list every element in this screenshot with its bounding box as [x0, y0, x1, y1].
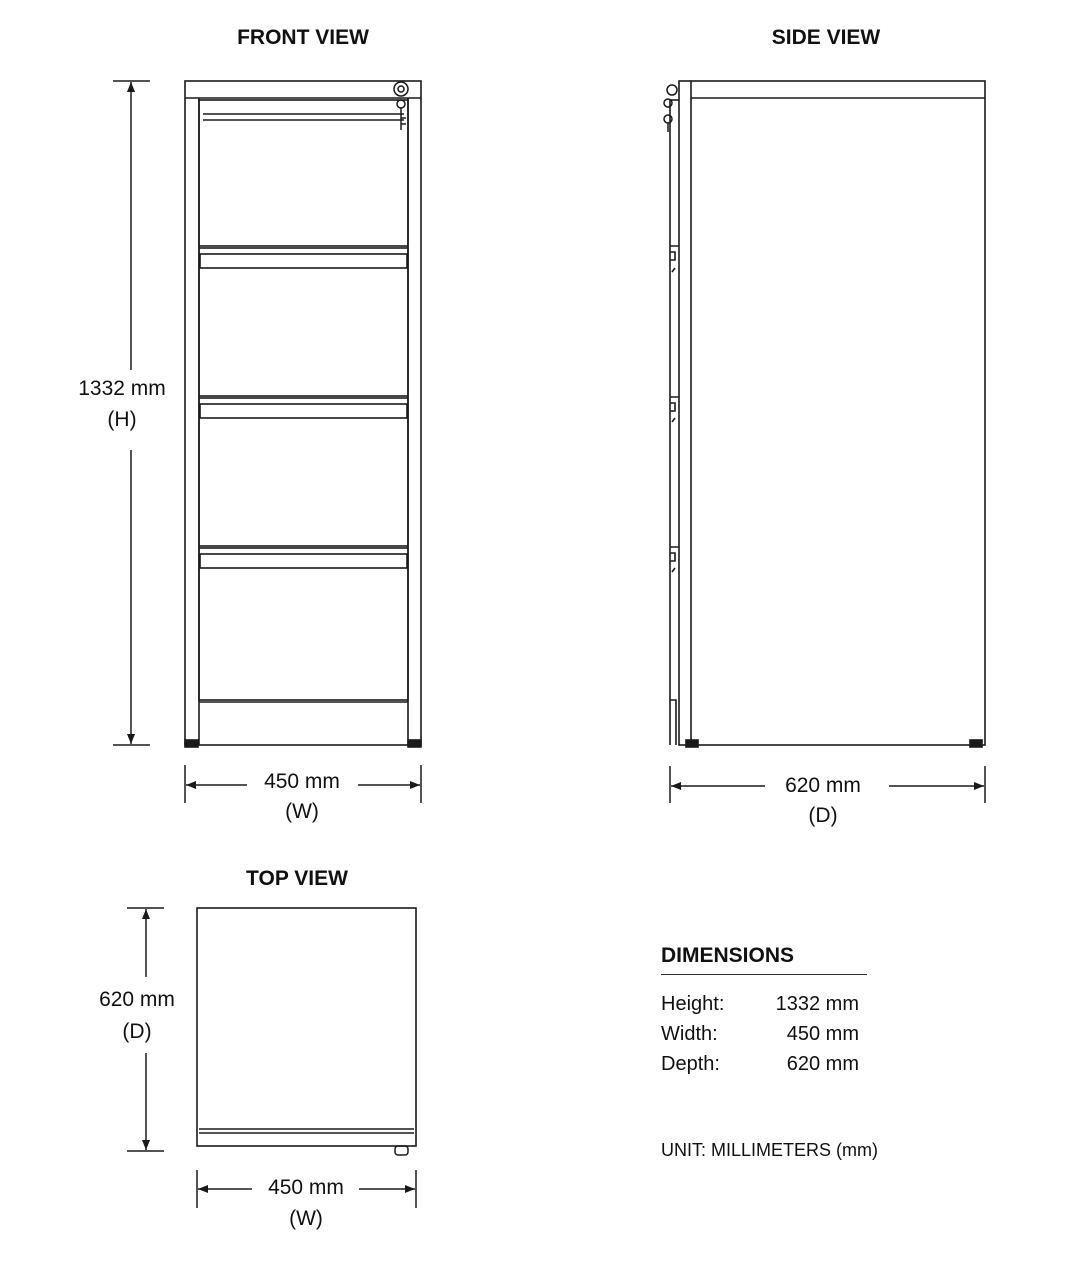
- dimension-value: 620 mm: [786, 1053, 859, 1075]
- top-view: [99, 867, 416, 1230]
- front-foot-left: [185, 740, 198, 747]
- key-icon: [397, 100, 406, 130]
- dimension-label: Depth:: [661, 1053, 720, 1075]
- dimension-row-width: [661, 1019, 859, 1049]
- top-cabinet: [197, 908, 416, 1146]
- top-depth-label: 620 mm: [99, 988, 175, 1011]
- front-cabinet-body: [185, 81, 421, 745]
- front-height-sub: (H): [107, 408, 137, 431]
- lock-icon: [667, 85, 677, 95]
- side-depth-sub: (D): [808, 804, 838, 827]
- dimensions-title: DIMENSIONS: [661, 944, 867, 975]
- top-depth-sub: (D): [122, 1020, 152, 1043]
- side-cabinet-body: [679, 81, 985, 745]
- front-height-label: 1332 mm: [78, 377, 166, 400]
- top-width-sub: (W): [289, 1207, 323, 1230]
- dimension-row-depth: [661, 1049, 859, 1079]
- dimensions-list: [661, 989, 921, 1079]
- dimension-value: 1332 mm: [775, 993, 859, 1015]
- top-view-title: TOP VIEW: [246, 867, 348, 890]
- dimension-label: Height:: [661, 993, 725, 1015]
- front-view-title: FRONT VIEW: [237, 26, 369, 49]
- side-cabinet: [670, 81, 985, 747]
- front-view: [78, 26, 421, 823]
- front-width-sub: (W): [285, 800, 319, 823]
- unit-note: UNIT: MILLIMETERS (mm): [661, 1140, 879, 1160]
- dimension-value: 450 mm: [786, 1023, 859, 1045]
- front-width-label: 450 mm: [264, 770, 340, 793]
- side-foot-back: [970, 740, 982, 747]
- drawer-1: [199, 100, 408, 246]
- dimensions-panel: [661, 944, 921, 1079]
- front-foot-right: [408, 740, 421, 747]
- side-foot-front: [686, 740, 698, 747]
- lock-icon: [395, 1146, 408, 1155]
- drawer-2: [199, 248, 408, 396]
- side-view-title: SIDE VIEW: [771, 26, 881, 49]
- top-cabinet-outline: [197, 908, 416, 1146]
- drawer-3: [199, 398, 408, 546]
- side-depth-label: 620 mm: [785, 774, 861, 797]
- drawer-4: [199, 548, 408, 700]
- side-view: [664, 26, 985, 827]
- front-cabinet: [185, 81, 421, 747]
- top-width-label: 450 mm: [268, 1176, 344, 1199]
- dimension-row-height: [661, 989, 859, 1019]
- lock-icon: [394, 82, 408, 96]
- dimension-label: Width:: [661, 1023, 718, 1045]
